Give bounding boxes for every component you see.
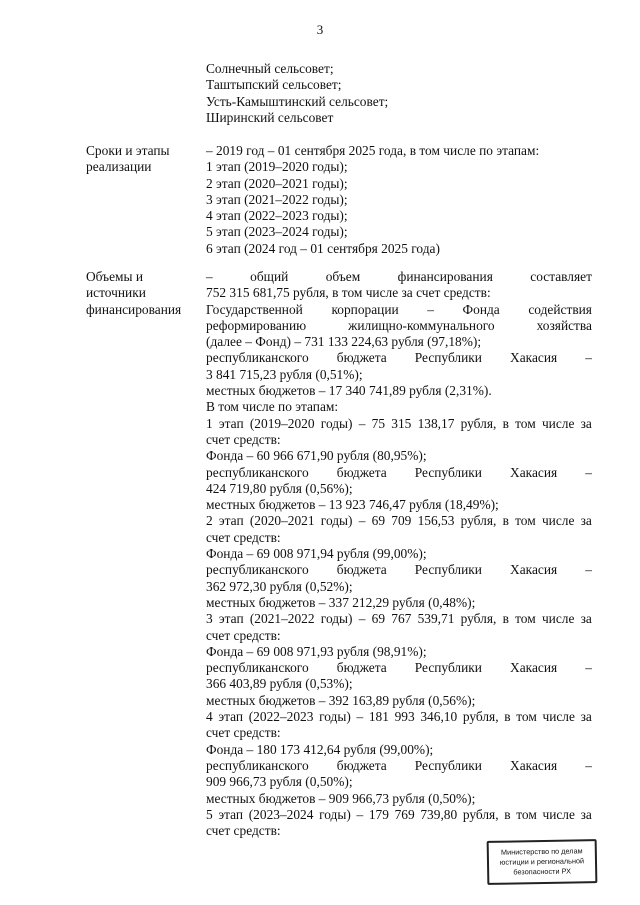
text-line — [206, 562, 592, 578]
word: (2019–2020 — [249, 415, 315, 431]
text-line — [206, 269, 592, 285]
word: том — [515, 415, 536, 431]
label-line: финансирования — [86, 301, 182, 317]
text-line: 366 403,89 рубля (0,53%); — [206, 676, 353, 692]
text-line: счет средств: — [206, 627, 281, 643]
word: за — [580, 415, 592, 431]
text-line — [206, 807, 592, 823]
word: Хакасия — [510, 464, 558, 480]
word: рубля, — [460, 611, 497, 627]
word: – — [585, 660, 592, 676]
word: 1 — [206, 415, 213, 431]
word: 156,53 — [417, 513, 455, 529]
word: – — [585, 562, 592, 578]
text-line: счет средств: — [206, 823, 281, 839]
text-line: 909 966,73 рубля (0,50%); — [206, 774, 353, 790]
word: корпорации — [331, 301, 399, 317]
word: Республики — [414, 660, 482, 676]
text-line: Фонда – 60 966 671,90 рубля (80,95%); — [206, 448, 427, 464]
word: годы) — [319, 709, 351, 725]
text-line: счет средств: — [206, 529, 281, 545]
word: этап — [218, 611, 244, 627]
word: за — [580, 709, 592, 725]
text-line: – 2019 год – 01 сентября 2025 года, в том числе по этапам: — [206, 143, 540, 158]
word: республиканского — [206, 757, 309, 773]
word: годы) — [320, 415, 353, 431]
list-item: Усть-Камыштинский сельсовет; — [206, 93, 389, 109]
word: 69 — [371, 513, 386, 529]
stamp-line: юстиции и региональной — [499, 856, 585, 867]
word: за — [580, 806, 592, 822]
stamp-line: Министерство по делам — [500, 846, 583, 857]
label-line: Объемы и — [86, 269, 144, 284]
label-line: реализации — [86, 159, 152, 175]
label-line: источники — [86, 285, 146, 301]
text-line: местных бюджетов – 17 340 741,89 рубля (2,31%). — [206, 383, 492, 399]
word: в — [502, 513, 509, 529]
ministry-stamp — [487, 839, 598, 885]
word: годы) — [320, 611, 353, 627]
word: Республики — [414, 464, 482, 480]
word: 993 — [394, 709, 415, 725]
text-line — [206, 465, 592, 481]
text-line: местных бюджетов – 337 212,29 рубля (0,48%); — [206, 594, 476, 610]
word: Республики — [414, 757, 482, 773]
text-line — [206, 709, 592, 725]
text-line: 4 этап (2022–2023 годы); — [206, 208, 348, 224]
word: (2020–2021 — [249, 513, 315, 529]
word: 539,71 — [417, 611, 455, 627]
text-line: 362 972,30 рубля (0,52%); — [206, 578, 353, 594]
word: бюджета — [336, 660, 387, 676]
word: (2022–2023 — [248, 709, 314, 725]
word: 4 — [206, 709, 213, 725]
word: 181 — [368, 709, 389, 725]
funding-content — [206, 269, 592, 839]
word: в — [502, 611, 509, 627]
text-line: 2 этап (2020–2021 годы); — [206, 175, 348, 191]
text-line: счет средств: — [206, 431, 281, 447]
word: том — [515, 513, 536, 529]
word: 767 — [391, 611, 412, 627]
word: реформированию — [206, 317, 307, 333]
text-line: местных бюджетов – 13 923 746,47 рубля (18,49%); — [206, 497, 499, 513]
municipality-list — [206, 61, 592, 126]
word: – — [358, 415, 366, 431]
word: 75 — [371, 415, 386, 431]
text-line — [206, 318, 592, 334]
word: – — [585, 464, 592, 480]
text-line: В том числе по этапам: — [206, 399, 339, 415]
word: за — [580, 513, 592, 529]
word: – — [427, 301, 434, 317]
word: Республики — [414, 350, 482, 366]
word: в — [502, 415, 509, 431]
list-item: Таштыпский сельсовет; — [206, 77, 342, 93]
word: бюджета — [336, 350, 387, 366]
word: том — [516, 806, 537, 822]
word: Хакасия — [510, 757, 558, 773]
label-line: Сроки и этапы — [86, 143, 170, 158]
text-line — [206, 513, 592, 529]
word: республиканского — [206, 350, 309, 366]
word: Республики — [414, 562, 482, 578]
list-item: Ширинский сельсовет — [206, 109, 334, 125]
word: – — [356, 806, 364, 822]
word: – — [585, 757, 592, 773]
word: бюджета — [336, 464, 387, 480]
text-line — [206, 758, 592, 774]
text-line — [206, 611, 592, 627]
word: 69 — [371, 611, 386, 627]
word: Государственной — [206, 301, 303, 317]
word: – — [206, 269, 213, 284]
word: объем — [325, 269, 361, 284]
text-line: Фонда – 180 173 412,64 рубля (99,00%); — [206, 741, 434, 757]
word: 769 — [394, 806, 415, 822]
text-line: местных бюджетов – 392 163,89 рубля (0,56%); — [206, 692, 476, 708]
word: 315 — [391, 415, 412, 431]
word: рубля, — [462, 806, 499, 822]
word: бюджета — [336, 757, 387, 773]
word: Фонда — [462, 301, 500, 317]
word: 739,80 — [420, 806, 458, 822]
word: рубля, — [462, 709, 499, 725]
word: том — [516, 709, 537, 725]
word: бюджета — [336, 562, 387, 578]
word: республиканского — [206, 562, 309, 578]
word: хозяйства — [536, 317, 592, 333]
word: 3 — [206, 611, 213, 627]
text-line: Фонда – 69 008 971,94 рубля (99,00%); — [206, 546, 427, 562]
list-item: Солнечный сельсовет; — [206, 61, 334, 76]
word: Хакасия — [510, 562, 558, 578]
word: Хакасия — [510, 350, 558, 366]
word: 138,17 — [417, 415, 455, 431]
funding-label — [86, 269, 196, 318]
word: 179 — [368, 806, 389, 822]
word: содействия — [528, 301, 592, 317]
word: этап — [218, 513, 244, 529]
text-line: 1 этап (2019–2020 годы); — [206, 159, 348, 175]
word: этап — [218, 806, 244, 822]
terms-content — [206, 143, 592, 257]
word: 709 — [391, 513, 412, 529]
word: – — [356, 709, 364, 725]
word: этап — [218, 415, 244, 431]
text-line — [206, 350, 592, 366]
text-line: 3 841 715,23 рубля (0,51%); — [206, 366, 363, 382]
word: числе — [542, 709, 575, 725]
word: рубля, — [460, 415, 497, 431]
word: общий — [250, 269, 289, 284]
word: годы) — [320, 513, 353, 529]
word: 346,10 — [420, 709, 458, 725]
text-line: 6 этап (2024 год – 01 сентября 2025 года) — [206, 240, 440, 256]
word: годы) — [319, 806, 351, 822]
word: финансирования — [397, 269, 493, 284]
text-line — [206, 660, 592, 676]
word: составляет — [530, 269, 592, 284]
text-line: 752 315 681,75 рубля, в том числе за счет средств: — [206, 285, 491, 301]
word: (2023–2024 — [248, 806, 314, 822]
word: этап — [218, 709, 244, 725]
stamp-line: безопасности РХ — [513, 866, 572, 877]
word: за — [580, 611, 592, 627]
page-number: 3 — [316, 22, 324, 37]
word: числе — [542, 806, 575, 822]
word: – — [585, 350, 592, 366]
word: 2 — [206, 513, 213, 529]
word: рубля, — [460, 513, 497, 529]
text-line: Фонда – 69 008 971,93 рубля (98,91%); — [206, 643, 427, 659]
word: республиканского — [206, 464, 309, 480]
word: республиканского — [206, 660, 309, 676]
text-line — [206, 302, 592, 318]
word: числе — [541, 513, 575, 529]
word: числе — [541, 611, 575, 627]
text-line: 3 этап (2021–2022 годы); — [206, 191, 348, 207]
text-line: 5 этап (2023–2024 годы); — [206, 224, 348, 240]
word: жилищно-коммунального — [348, 317, 495, 333]
word: Хакасия — [510, 660, 558, 676]
word: – — [358, 611, 366, 627]
terms-label — [86, 143, 196, 176]
text-line — [206, 416, 592, 432]
text-line: местных бюджетов – 909 966,73 рубля (0,50%); — [206, 790, 476, 806]
text-line: (далее – Фонд) – 731 133 224,63 рубля (97,18%); — [206, 334, 482, 350]
word: числе — [541, 415, 575, 431]
text-line: 424 719,80 рубля (0,56%); — [206, 480, 353, 496]
word: (2021–2022 — [249, 611, 315, 627]
word: том — [515, 611, 536, 627]
word: в — [504, 806, 511, 822]
word: 5 — [206, 806, 213, 822]
text-line: счет средств: — [206, 725, 281, 741]
word: – — [358, 513, 366, 529]
word: в — [504, 709, 511, 725]
